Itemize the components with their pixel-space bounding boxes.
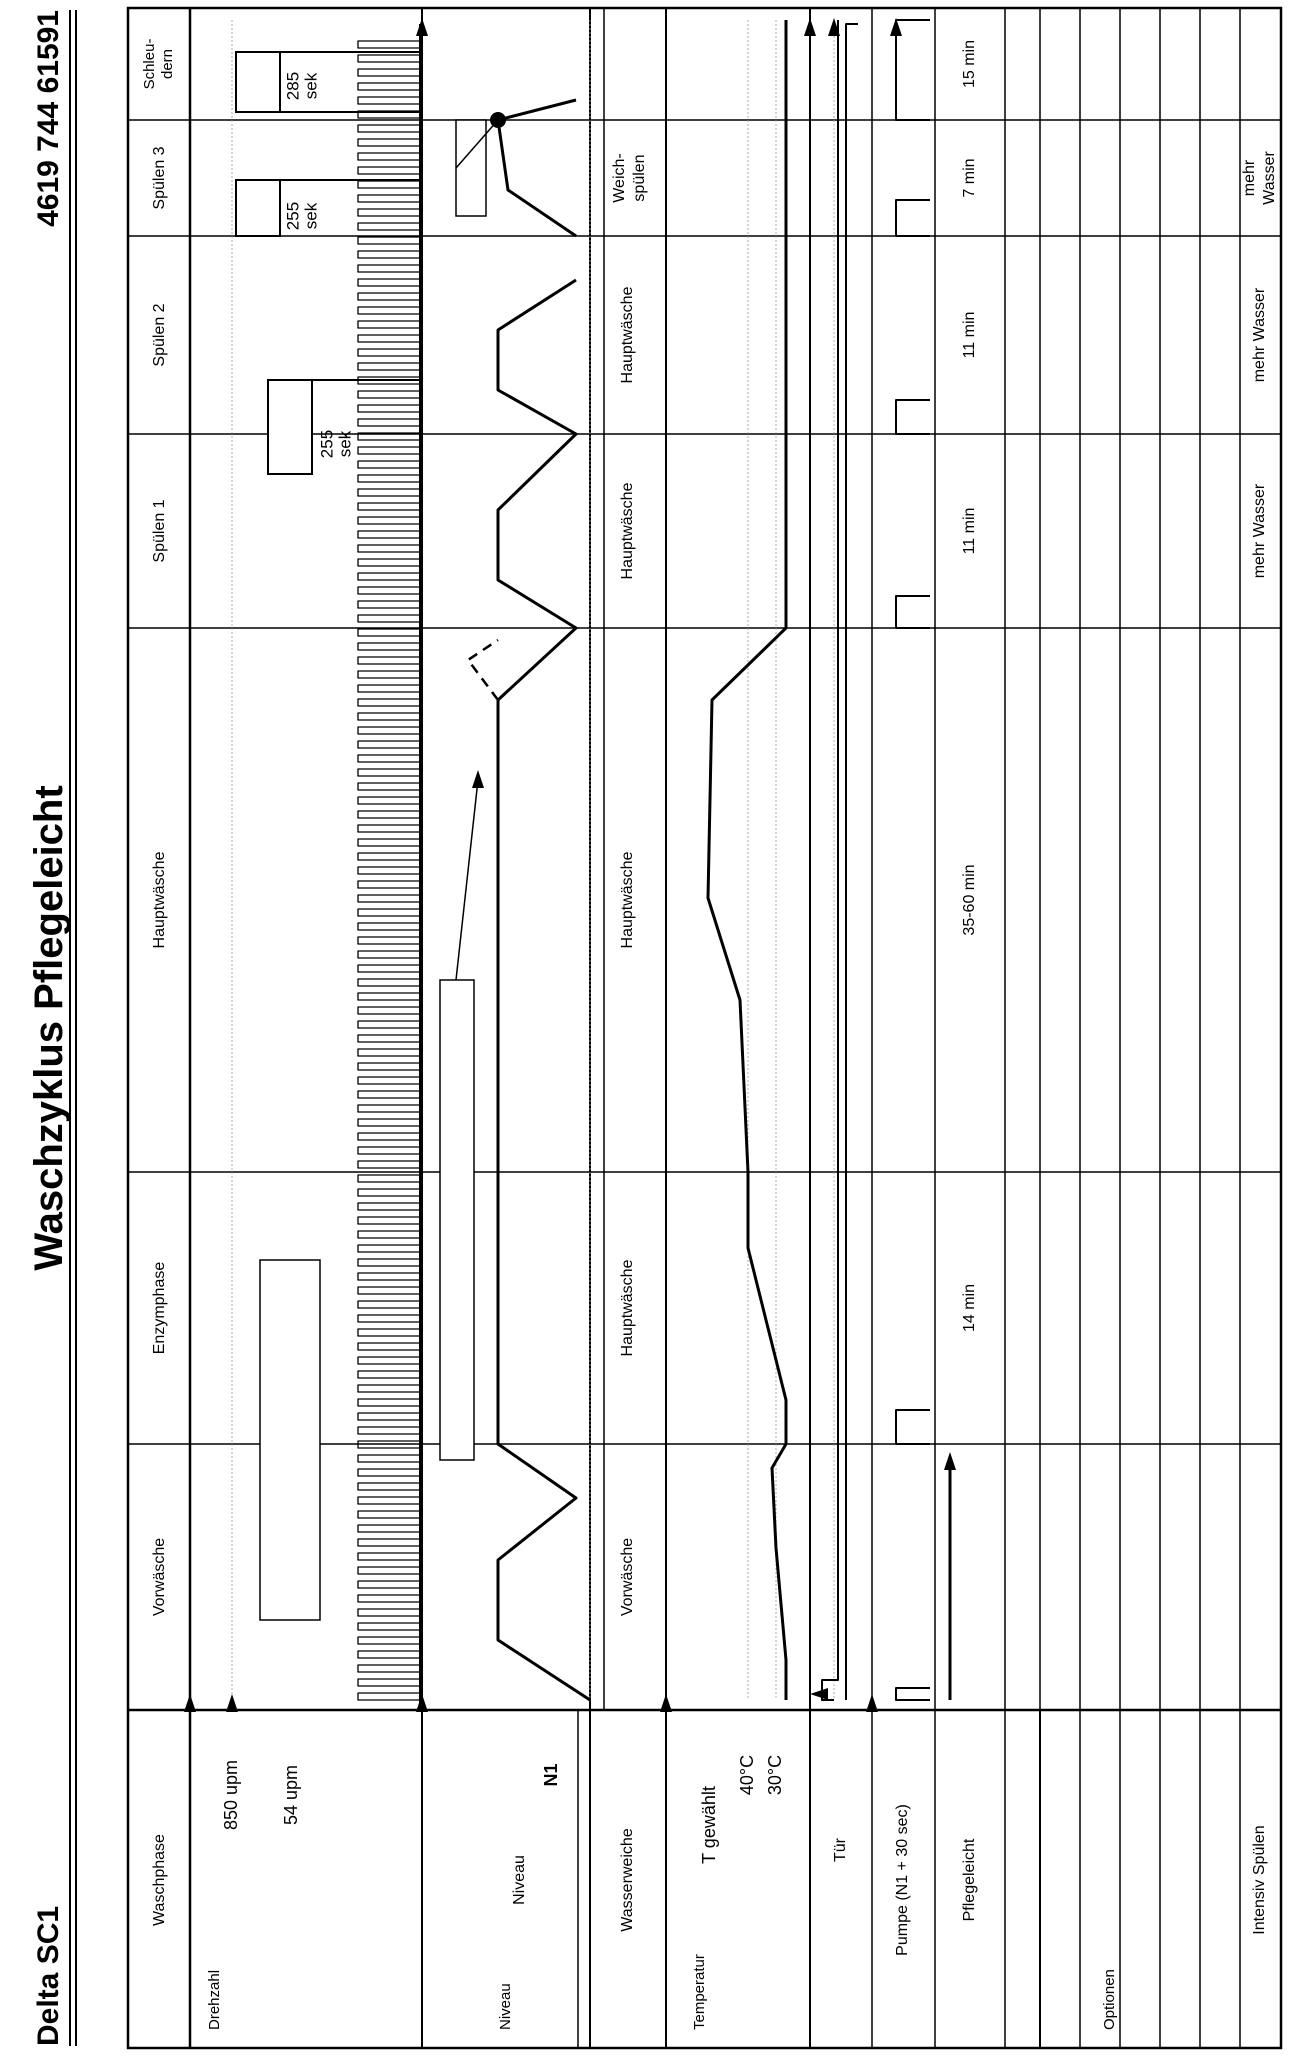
phase-header: Enzymphase: [151, 1261, 169, 1355]
row-label-program: Pflegeleicht: [961, 1838, 979, 1922]
cooling-pointer: [456, 780, 478, 980]
row-label-t30: 30°C: [764, 1754, 785, 1796]
row-label-rpm-low: 54 upm: [280, 1764, 301, 1826]
group-labels: [206, 1954, 1118, 2030]
temperature-arrow-top: [804, 18, 816, 36]
document-code: 4619 744 61591: [32, 10, 65, 227]
weiche-label: Hauptwäsche: [619, 1259, 637, 1357]
phase-header: Spülen 3: [151, 146, 169, 210]
phase-header: Hauptwäsche: [151, 851, 169, 949]
duration-label: 14 min: [961, 1283, 979, 1333]
spin-box-spuelen2: [236, 180, 280, 236]
row-label-niveau: Niveau: [511, 1855, 529, 1905]
row-label-t-selected: T gewählt: [698, 1786, 719, 1864]
duration-label: 15 min: [961, 39, 979, 89]
weiche-label: Hauptwäsche: [619, 851, 637, 949]
title-strip: [27, 10, 76, 2046]
row-label-rpm-high: 850 upm: [220, 1759, 241, 1831]
option-label: mehr Wasser: [1251, 287, 1269, 383]
door-trace-b: [846, 24, 858, 1700]
spin-time: 255: [283, 201, 303, 231]
row-label-door: Tür: [832, 1838, 850, 1862]
group-label-drehzahl: Drehzahl: [205, 1969, 223, 2030]
cooling-note-box: [440, 980, 474, 1460]
temperature-arrow: [660, 1694, 672, 1712]
temperature-trace: [708, 20, 786, 1700]
pump-pulse: [896, 1410, 930, 1444]
door-arrow: [810, 1688, 828, 1700]
row-label-pump: Pumpe (N1 + 30 sec): [894, 1804, 912, 1956]
pump-arrow: [866, 1694, 878, 1712]
spin-unit: sek: [301, 72, 321, 100]
phase-header: Schleu-: [140, 38, 158, 90]
cooling-arrow: [472, 770, 484, 788]
option-label: Wasser: [1261, 151, 1279, 205]
niveau-arrow: [416, 1694, 428, 1712]
spin-time: 255: [317, 429, 337, 459]
phase-dividers: [128, 120, 1281, 1444]
spin-unit: sek: [335, 430, 355, 458]
door-trace: [822, 20, 838, 1700]
spin-unit: sek: [301, 202, 321, 230]
group-label-niveau: Niveau: [496, 1983, 514, 2030]
spin-box-spuelen1: [268, 380, 312, 474]
reversal-note-box: [260, 1260, 320, 1620]
weiche-label: Hauptwäsche: [619, 482, 637, 580]
weiche-label: Hauptwäsche: [619, 286, 637, 384]
spin-time: 285: [283, 71, 303, 101]
option-label: mehr: [1241, 159, 1259, 197]
group-label-optionen: Optionen: [1100, 1969, 1118, 2030]
weiche-label: spülen: [631, 154, 649, 202]
model-label: Delta SC1: [32, 1905, 65, 2046]
outer-border: [128, 8, 1281, 2048]
phase-header: dern: [158, 48, 176, 80]
niveau-dashed: [468, 640, 498, 700]
program-arrow-head: [944, 1452, 956, 1470]
pump-pulse: [896, 400, 930, 434]
phase-header: Vorwäsche: [151, 1537, 169, 1617]
signal-traces: [184, 18, 1040, 2048]
niveau-arrow-top: [416, 18, 428, 36]
duration-label: 35-60 min: [961, 864, 979, 936]
frame: [128, 8, 1281, 2048]
row-label-phase: Waschphase: [151, 1834, 169, 1926]
row-label-weiche: Wasserweiche: [619, 1828, 637, 1932]
pump-pulse: [896, 1688, 930, 1700]
spuelstop-dot: [490, 112, 506, 128]
page-title: Waschzyklus Pflegeleicht: [27, 785, 71, 1271]
row-label-option1: Intensiv Spülen: [1251, 1825, 1269, 1935]
duration-label: 11 min: [961, 311, 979, 359]
group-label-temperatur: Temperatur: [690, 1954, 708, 2030]
spin-box-schleudern: [236, 52, 280, 112]
reference-gridlines: [232, 20, 834, 1700]
row-labels: [141, 39, 1278, 1956]
duration-label: 11 min: [961, 507, 979, 555]
pump-pulse: [896, 596, 930, 628]
phase-header: Spülen 1: [151, 499, 169, 563]
duration-label: 7 min: [961, 158, 979, 198]
spuelstop-box: [456, 120, 486, 216]
niveau-trace: [498, 280, 590, 1700]
rpm-850-arrow: [226, 1694, 238, 1712]
weiche-label: Vorwäsche: [619, 1537, 637, 1617]
row-label-t40: 40°C: [736, 1754, 757, 1796]
option-label: mehr Wasser: [1251, 483, 1269, 579]
row-dividers: [190, 8, 1240, 2048]
rpm-pulse-train: [358, 24, 420, 1710]
weiche-label: Weich-: [611, 153, 629, 203]
drehzahl-arrow: [184, 1694, 196, 1712]
row-label-n1: N1: [540, 1763, 561, 1787]
phase-header: Spülen 2: [151, 303, 169, 367]
pump-pulse: [896, 200, 930, 236]
